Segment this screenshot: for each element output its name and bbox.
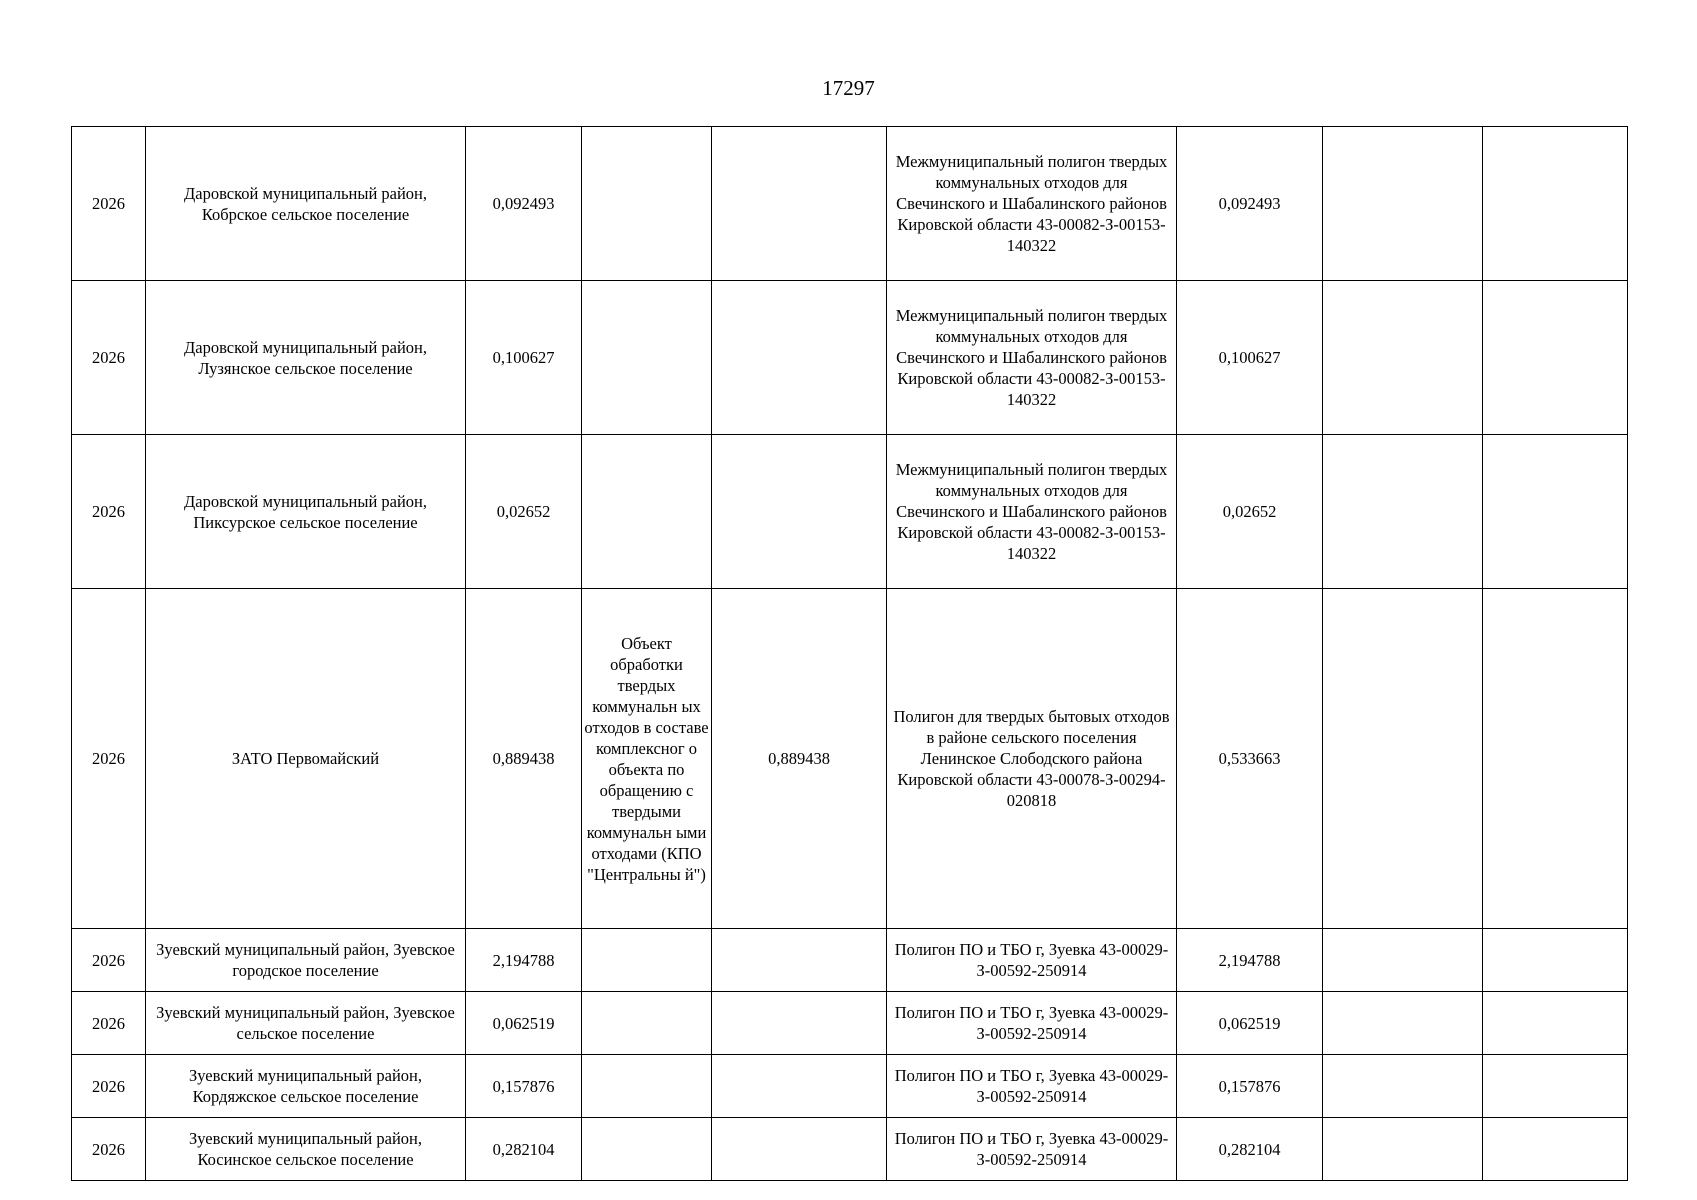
waste-flow-table [71, 126, 1628, 1181]
processing-volume-cell [712, 435, 887, 589]
volume-cell: 0,100627 [466, 281, 582, 435]
disposal-object-cell: Межмуниципальный полигон твердых коммунальных отходов для Свечинского и Шабалинского районов Кировской области 43-00082-З-00153-140322 [887, 127, 1177, 281]
processing-object-cell [582, 281, 712, 435]
volume-cell: 0,062519 [466, 992, 582, 1055]
disposal-volume-cell: 0,092493 [1177, 127, 1323, 281]
disposal-volume-cell: 0,282104 [1177, 1118, 1323, 1181]
territory-cell: Даровской муниципальный район, Лузянское сельское поселение [146, 281, 466, 435]
empty-cell [1483, 992, 1628, 1055]
disposal-volume-cell: 0,062519 [1177, 992, 1323, 1055]
processing-object-cell [582, 435, 712, 589]
year-cell: 2026 [72, 589, 146, 929]
processing-volume-cell [712, 1118, 887, 1181]
table-row [72, 1118, 1628, 1181]
territory-cell: Зуевский муниципальный район, Зуевское городское поселение [146, 929, 466, 992]
empty-cell [1483, 1055, 1628, 1118]
disposal-volume-cell: 0,100627 [1177, 281, 1323, 435]
table-row [72, 1055, 1628, 1118]
territory-cell: Зуевский муниципальный район, Кордяжское сельское поселение [146, 1055, 466, 1118]
processing-object-cell [582, 127, 712, 281]
territory-cell: Даровской муниципальный район, Пиксурское сельское поселение [146, 435, 466, 589]
empty-cell [1483, 127, 1628, 281]
table-row [72, 435, 1628, 589]
empty-cell [1323, 127, 1483, 281]
empty-cell [1483, 929, 1628, 992]
processing-volume-cell [712, 929, 887, 992]
disposal-object-cell: Полигон для твердых бытовых отходов в районе сельского поселения Ленинское Слободского района Кировской области 43-00078-З-00294-020818 [887, 589, 1177, 929]
volume-cell: 2,194788 [466, 929, 582, 992]
empty-cell [1323, 589, 1483, 929]
year-cell: 2026 [72, 1055, 146, 1118]
empty-cell [1323, 1118, 1483, 1181]
processing-volume-cell: 0,889438 [712, 589, 887, 929]
empty-cell [1323, 281, 1483, 435]
year-cell: 2026 [72, 929, 146, 992]
disposal-object-cell: Межмуниципальный полигон твердых коммунальных отходов для Свечинского и Шабалинского районов Кировской области 43-00082-З-00153-140322 [887, 435, 1177, 589]
volume-cell: 0,889438 [466, 589, 582, 929]
table-row [72, 127, 1628, 281]
empty-cell [1323, 1055, 1483, 1118]
year-cell: 2026 [72, 1118, 146, 1181]
disposal-volume-cell: 2,194788 [1177, 929, 1323, 992]
empty-cell [1323, 929, 1483, 992]
empty-cell [1323, 992, 1483, 1055]
empty-cell [1483, 281, 1628, 435]
disposal-volume-cell: 0,157876 [1177, 1055, 1323, 1118]
volume-cell: 0,092493 [466, 127, 582, 281]
volume-cell: 0,282104 [466, 1118, 582, 1181]
table-row [72, 589, 1628, 929]
processing-volume-cell [712, 1055, 887, 1118]
processing-object-cell [582, 1118, 712, 1181]
processing-object-cell [582, 929, 712, 992]
disposal-object-cell: Межмуниципальный полигон твердых коммунальных отходов для Свечинского и Шабалинского районов Кировской области 43-00082-З-00153-140322 [887, 281, 1177, 435]
table-row [72, 281, 1628, 435]
territory-cell: ЗАТО Первомайский [146, 589, 466, 929]
year-cell: 2026 [72, 127, 146, 281]
disposal-object-cell: Полигон ПО и ТБО г, Зуевка 43-00029-З-00592-250914 [887, 1118, 1177, 1181]
processing-volume-cell [712, 127, 887, 281]
territory-cell: Зуевский муниципальный район, Зуевское сельское поселение [146, 992, 466, 1055]
year-cell: 2026 [72, 435, 146, 589]
empty-cell [1483, 589, 1628, 929]
empty-cell [1323, 435, 1483, 589]
disposal-volume-cell: 0,02652 [1177, 435, 1323, 589]
table-row [72, 929, 1628, 992]
year-cell: 2026 [72, 992, 146, 1055]
territory-cell: Зуевский муниципальный район, Косинское сельское поселение [146, 1118, 466, 1181]
disposal-object-cell: Полигон ПО и ТБО г, Зуевка 43-00029-З-00592-250914 [887, 992, 1177, 1055]
table-row [72, 992, 1628, 1055]
empty-cell [1483, 435, 1628, 589]
disposal-volume-cell: 0,533663 [1177, 589, 1323, 929]
processing-volume-cell [712, 281, 887, 435]
processing-volume-cell [712, 992, 887, 1055]
disposal-object-cell: Полигон ПО и ТБО г, Зуевка 43-00029-З-00592-250914 [887, 1055, 1177, 1118]
year-cell: 2026 [72, 281, 146, 435]
volume-cell: 0,02652 [466, 435, 582, 589]
empty-cell [1483, 1118, 1628, 1181]
volume-cell: 0,157876 [466, 1055, 582, 1118]
territory-cell: Даровской муниципальный район, Кобрское сельское поселение [146, 127, 466, 281]
page-number: 17297 [822, 76, 875, 100]
disposal-object-cell: Полигон ПО и ТБО г, Зуевка 43-00029-З-00592-250914 [887, 929, 1177, 992]
processing-object-cell [582, 992, 712, 1055]
processing-object-cell [582, 1055, 712, 1118]
processing-object-cell: Объект обработки твердых коммунальн ых отходов в составе комплексног о объекта по обращению с твердыми коммунальн ыми отходами (КПО "Центральны й") [582, 589, 712, 929]
